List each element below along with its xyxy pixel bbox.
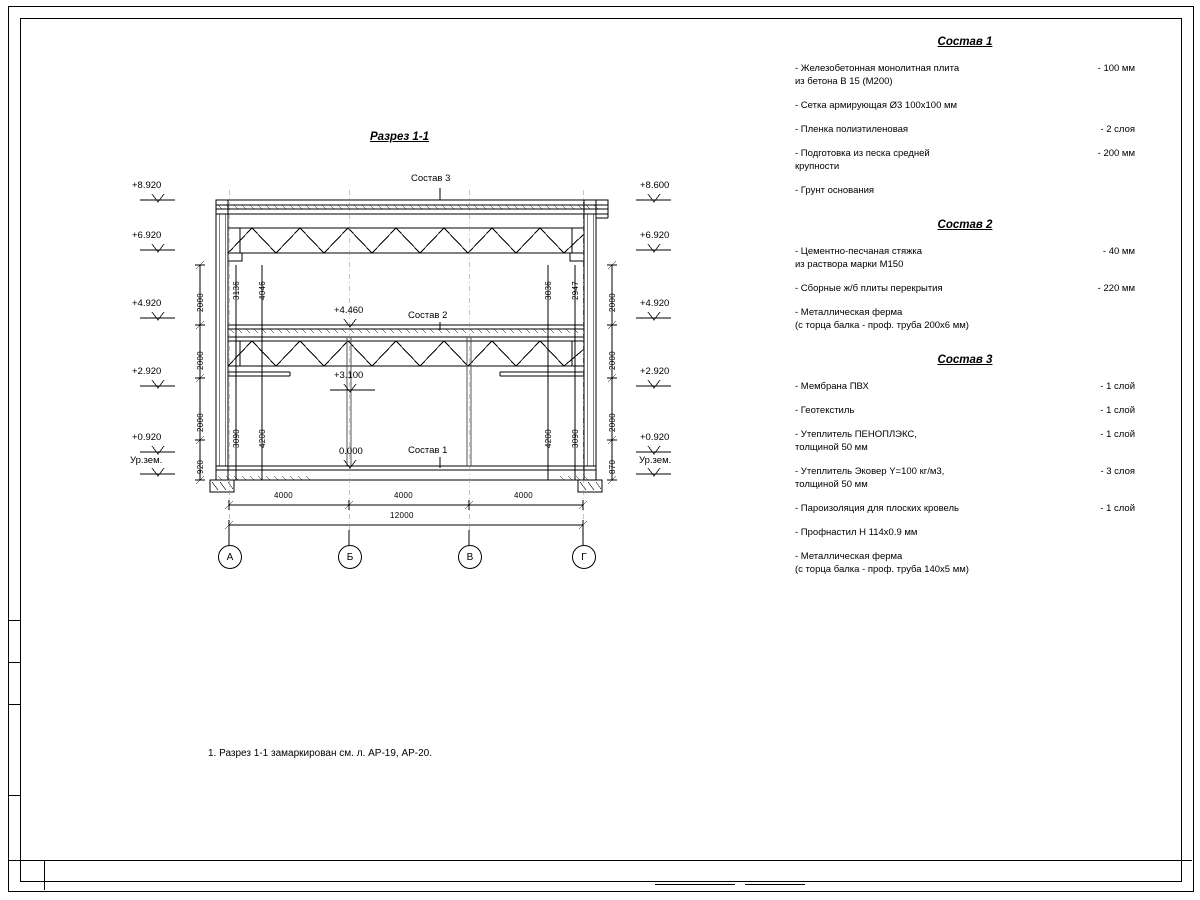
spec-item-label: - Утеплитель Эковер Y=100 кг/м3, толщиной 50 мм xyxy=(795,466,945,490)
spec-item-value: - 200 мм xyxy=(1097,148,1135,159)
drawing-note: 1. Разрез 1-1 замаркирован см. л. АР-19, АР-20. xyxy=(208,748,433,759)
axis-bubble-g: Г xyxy=(572,545,596,569)
spec-title-sostav-3: Состав 3 xyxy=(937,354,993,366)
level-interior-1: +4.460 xyxy=(334,305,364,316)
spec-row xyxy=(795,99,1135,112)
axis-bubble-b: Б xyxy=(338,545,362,569)
spec-item-label: - Металлическая ферма (с торца балка - проф. труба 200х6 мм) xyxy=(795,307,969,331)
dim-right-3: 2000 xyxy=(608,413,617,432)
spec-item-value: - 1 слой xyxy=(1100,429,1135,440)
spec-row xyxy=(795,465,1135,491)
spec-group-sostav-1 xyxy=(795,36,1135,197)
spec-row xyxy=(795,282,1135,295)
spec-row xyxy=(795,526,1135,539)
dim-left-inner-4: 4200 xyxy=(258,429,267,448)
titleblock-line xyxy=(8,662,20,663)
spec-item-value: - 40 мм xyxy=(1102,246,1135,257)
titleblock-line xyxy=(8,795,20,796)
dim-right-1: 2000 xyxy=(608,293,617,312)
spec-item-label: - Утеплитель ПЕНОПЛЭКС, толщиной 50 мм xyxy=(795,429,917,453)
spec-item-label: - Пароизоляция для плоских кровель xyxy=(795,503,960,514)
titleblock-line xyxy=(8,704,20,705)
level-left-5: +0.920 xyxy=(132,432,162,443)
level-left-2: +6.920 xyxy=(132,230,162,241)
dim-right-inner-2: 2947 xyxy=(571,281,580,300)
level-right-ground: Ур.зем. xyxy=(639,455,672,466)
spec-row xyxy=(795,245,1135,271)
dim-left-1: 2000 xyxy=(196,293,205,312)
spec-row xyxy=(795,62,1135,88)
axis-bubble-v: В xyxy=(458,545,482,569)
spec-item-value: - 1 слой xyxy=(1100,503,1135,514)
spec-row xyxy=(795,404,1135,417)
spec-group-sostav-2 xyxy=(795,219,1135,332)
spec-item-value: - 2 слоя xyxy=(1100,124,1135,135)
level-left-3: +4.920 xyxy=(132,298,162,309)
spec-title-sostav-1: Состав 1 xyxy=(937,36,993,48)
dim-right-inner-3: 4200 xyxy=(544,429,553,448)
dim-right-2: 2000 xyxy=(608,351,617,370)
specification-panel xyxy=(795,36,1135,598)
titleblock-line xyxy=(8,620,20,621)
spec-item-label: - Грунт основания xyxy=(795,185,875,196)
spec-item-label: - Металлическая ферма (с торца балка - проф. труба 140х5 мм) xyxy=(795,551,969,575)
spec-item-label: - Подготовка из песка средней крупности xyxy=(795,148,930,172)
spec-row xyxy=(795,306,1135,332)
dim-bottom-2: 4000 xyxy=(394,491,413,500)
level-left-4: +2.920 xyxy=(132,366,162,377)
dim-bottom-1: 4000 xyxy=(274,491,293,500)
dim-left-4: 920 xyxy=(196,459,205,474)
spec-item-label: - Цементно-песчаная стяжка из раствора марки М150 xyxy=(795,246,923,270)
spec-item-label: - Мембрана ПВХ xyxy=(795,381,869,392)
titleblock-line xyxy=(8,860,1192,861)
spec-item-label: - Геотекстиль xyxy=(795,405,855,416)
level-interior-2: +3.100 xyxy=(334,370,364,381)
callout-sostav-2: Состав 2 xyxy=(408,310,448,321)
spec-row xyxy=(795,428,1135,454)
spec-group-sostav-3 xyxy=(795,354,1135,576)
spec-item-value: - 100 мм xyxy=(1097,63,1135,74)
section-vector xyxy=(0,0,740,620)
level-right-3: +4.920 xyxy=(640,298,670,309)
dim-total: 12000 xyxy=(390,511,414,520)
spec-row xyxy=(795,147,1135,173)
axis-bubble-a: А xyxy=(218,545,242,569)
titleblock-line xyxy=(655,884,735,885)
dim-right-4: 870 xyxy=(608,459,617,474)
level-left-ground: Ур.зем. xyxy=(130,455,163,466)
section-title: Разрез 1-1 xyxy=(370,131,430,143)
spec-row xyxy=(795,502,1135,515)
dim-bottom-3: 4000 xyxy=(514,491,533,500)
spec-item-value: - 3 слоя xyxy=(1100,466,1135,477)
level-right-1: +8.600 xyxy=(640,180,670,191)
dim-left-inner-2: 4046 xyxy=(258,281,267,300)
spec-item-label: - Профнастил Н 114х0.9 мм xyxy=(795,527,918,538)
titleblock-line xyxy=(745,884,805,885)
section-drawing xyxy=(0,0,740,620)
spec-item-value: - 220 мм xyxy=(1097,283,1135,294)
dim-left-inner-3: 3090 xyxy=(232,429,241,448)
spec-item-value: - 1 слой xyxy=(1100,381,1135,392)
spec-row xyxy=(795,184,1135,197)
dim-right-inner-1: 3836 xyxy=(544,281,553,300)
level-interior-3: 0.000 xyxy=(339,446,363,457)
callout-sostav-1: Состав 1 xyxy=(408,445,448,456)
callout-sostav-3: Состав 3 xyxy=(411,173,451,184)
dim-left-3: 2000 xyxy=(196,413,205,432)
level-right-2: +6.920 xyxy=(640,230,670,241)
level-left-1: +8.920 xyxy=(132,180,162,191)
spec-row xyxy=(795,123,1135,136)
spec-row xyxy=(795,380,1135,393)
spec-item-label: - Пленка полиэтиленовая xyxy=(795,124,909,135)
dim-left-inner-1: 3136 xyxy=(232,281,241,300)
spec-item-label: - Сборные ж/б плиты перекрытия xyxy=(795,283,943,294)
spec-item-label: - Сетка армирующая Ø3 100х100 мм xyxy=(795,100,958,111)
level-right-5: +0.920 xyxy=(640,432,670,443)
level-right-4: +2.920 xyxy=(640,366,670,377)
dim-left-2: 2000 xyxy=(196,351,205,370)
spec-item-value: - 1 слой xyxy=(1100,405,1135,416)
dim-right-inner-4: 3090 xyxy=(571,429,580,448)
spec-row xyxy=(795,550,1135,576)
titleblock-line xyxy=(44,860,45,890)
spec-title-sostav-2: Состав 2 xyxy=(937,219,993,231)
spec-item-label: - Железобетонная монолитная плита из бетона В 15 (М200) xyxy=(795,63,960,87)
